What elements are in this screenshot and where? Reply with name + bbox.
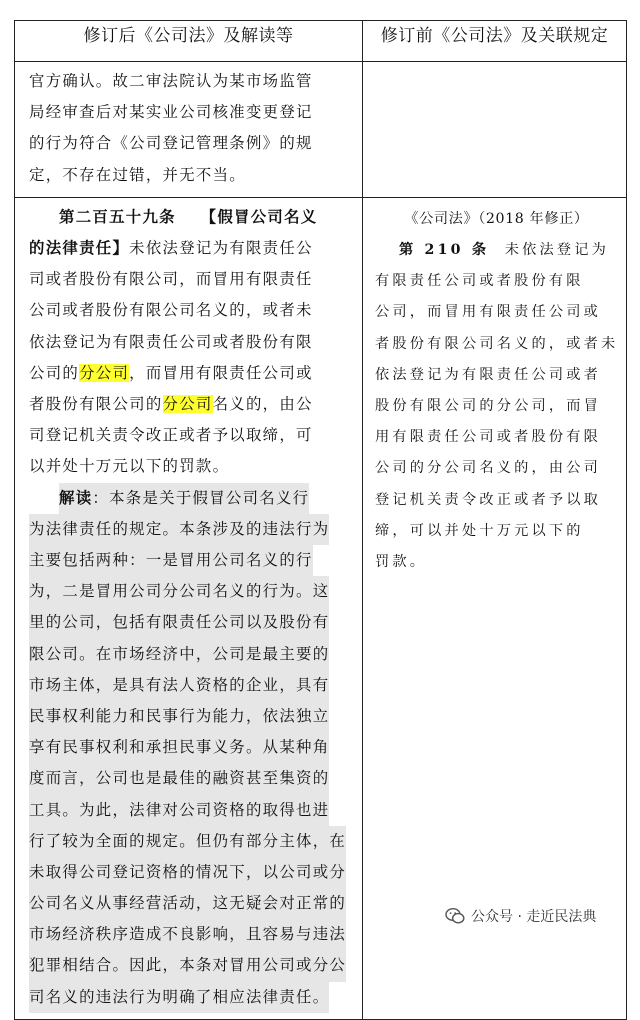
old-law-line: 公司的分公司名义的，由公司 xyxy=(375,460,602,477)
note-line-text: 公司名义从事经营活动，这无疑会对正常的 xyxy=(29,888,346,919)
note-line xyxy=(29,795,352,826)
note-line-text: 工具。为此，法律对公司资格的取得也进 xyxy=(29,795,329,826)
old-law-line: 缔，可以并处十万元以下的 xyxy=(375,522,584,539)
highlight-branch-2: 分公司 xyxy=(162,395,213,414)
interpretation-block xyxy=(29,483,352,1013)
old-law-line-1-text: 未依法登记为 xyxy=(504,242,610,259)
article-line-9: 以并处十万元以下的罚款。 xyxy=(29,457,230,476)
watermark xyxy=(445,906,596,926)
note-line-1-mark xyxy=(59,483,309,514)
article-line-7 xyxy=(29,389,352,420)
article-text xyxy=(15,198,362,1019)
note-line xyxy=(29,514,352,545)
note-line xyxy=(29,607,352,638)
note-line xyxy=(29,732,352,763)
old-law-line: 依法登记为有限责任公司或者 xyxy=(375,366,602,383)
note-line-text: 主要包括两种：一是冒用公司名义的行 xyxy=(29,545,313,576)
note-line-text: 市场经济秩序造成不良影响，且容易与违法 xyxy=(29,919,346,950)
note-line-text: 民事权利能力和民事行为能力，依法独立 xyxy=(29,701,329,732)
highlight-branch-1: 分公司 xyxy=(79,363,130,382)
old-law-line: 者股份有限公司名义的，或者未 xyxy=(375,335,618,352)
continuation-left-cell xyxy=(15,62,363,198)
continuation-text xyxy=(15,62,362,197)
article-line-5: 依法登记为有限责任公司或者股份有限 xyxy=(29,332,313,351)
note-line xyxy=(29,701,352,732)
article-line-4: 公司或者股份有限公司名义的，或者未 xyxy=(29,301,313,320)
note-line xyxy=(29,888,352,919)
old-law-line: 有限责任公司或者股份有限 xyxy=(375,273,584,290)
article-line-6-a: 公司的 xyxy=(29,363,80,382)
article-heading-part1: 【假冒公司名义 xyxy=(200,207,318,226)
old-law-line: 用有限责任公司或者股份有限 xyxy=(375,429,602,446)
article-line-6-b: ，而冒用有限责任公司或 xyxy=(129,363,313,382)
old-law-article-label: 第 210 条 xyxy=(399,242,490,259)
note-line-text: 享有民事权利和承担民事义务。从某种角 xyxy=(29,732,329,763)
note-line-text: 犯罪相结合。因此，本条对冒用公司或分公 xyxy=(29,950,346,981)
article-line-8: 司登记机关责令改正或者予以取缔，可 xyxy=(29,426,313,445)
old-law-line: 公司，而冒用有限责任公司或 xyxy=(375,304,602,321)
article-line-2 xyxy=(29,233,352,264)
note-line-text: 度而言，公司也是最佳的融资甚至集资的 xyxy=(29,763,329,794)
note-line-text: 为法律责任的规定。本条涉及的违法行为 xyxy=(29,514,329,545)
note-line-text: 里的公司，包括有限责任公司以及股份有 xyxy=(29,607,329,638)
note-line xyxy=(29,639,352,670)
note-label: 解读 xyxy=(59,488,93,507)
note-line-text: 未取得公司登记资格的情况下，以公司或分 xyxy=(29,857,346,888)
note-line xyxy=(29,982,352,1013)
old-law-title: 《公司法》（2018 年修正） xyxy=(404,210,589,227)
note-line xyxy=(29,857,352,888)
note-line-1-text: ：本条是关于假冒公司名义行 xyxy=(92,488,310,507)
note-line xyxy=(29,763,352,794)
continuation-line: 定，不存在过错，并无不当。 xyxy=(29,165,246,184)
note-line xyxy=(29,545,352,576)
article-line-7-a: 者股份有限公司的 xyxy=(29,395,163,414)
note-line xyxy=(29,950,352,981)
article-heading-part2: 的法律责任】 xyxy=(29,239,130,258)
note-line-text: 为，二是冒用公司分公司名义的行为。这 xyxy=(29,576,329,607)
wechat-icon xyxy=(445,906,465,926)
article-title: 第二百五十九条 xyxy=(59,207,176,226)
article-line-3: 司或者股份有限公司，而冒用有限责任 xyxy=(29,270,313,289)
continuation-right-cell xyxy=(363,62,627,198)
note-line-text: 市场主体，是具有法人资格的企业，具有 xyxy=(29,670,329,701)
header-right: 修订前《公司法》及关联规定 xyxy=(363,21,627,62)
continuation-row xyxy=(15,62,627,198)
note-line-text: 限公司。在市场经济中，公司是最主要的 xyxy=(29,639,329,670)
comparison-table xyxy=(14,20,627,1020)
article-line-7-b: 名义的，由公 xyxy=(212,395,313,414)
old-law-line: 股份有限公司的分公司，而冒 xyxy=(375,398,602,415)
watermark-text: 公众号 · 走近民法典 xyxy=(471,909,597,925)
old-law-line-1 xyxy=(375,235,618,266)
article-line-6 xyxy=(29,358,352,389)
continuation-line: 官方确认。故二审法院认为某市场监管 xyxy=(29,72,313,90)
continuation-line: 的行为符合《公司登记管理条例》的规 xyxy=(29,134,313,153)
note-line xyxy=(29,826,352,857)
article-right-cell xyxy=(363,197,627,1019)
header-left: 修订后《公司法》及解读等 xyxy=(15,21,363,62)
old-law-text xyxy=(363,198,626,584)
old-law-line: 罚款。 xyxy=(375,554,428,571)
note-line xyxy=(29,919,352,950)
note-line-text: 司名义的违法行为明确了相应法律责任。 xyxy=(29,982,329,1013)
article-row xyxy=(15,197,627,1019)
article-line-1 xyxy=(29,202,352,233)
article-line-2-text: 未依法登记为有限责任公 xyxy=(129,239,313,258)
note-line-1 xyxy=(29,483,352,514)
note-line xyxy=(29,670,352,701)
header-row xyxy=(15,21,627,62)
article-left-cell xyxy=(15,197,363,1019)
note-line-text: 行了较为全面的规定。但仍有部分主体，在 xyxy=(29,826,346,857)
continuation-line: 局经审查后对某实业公司核准变更登记 xyxy=(29,103,313,122)
old-law-line: 登记机关责令改正或者予以取 xyxy=(375,491,602,508)
note-line xyxy=(29,576,352,607)
